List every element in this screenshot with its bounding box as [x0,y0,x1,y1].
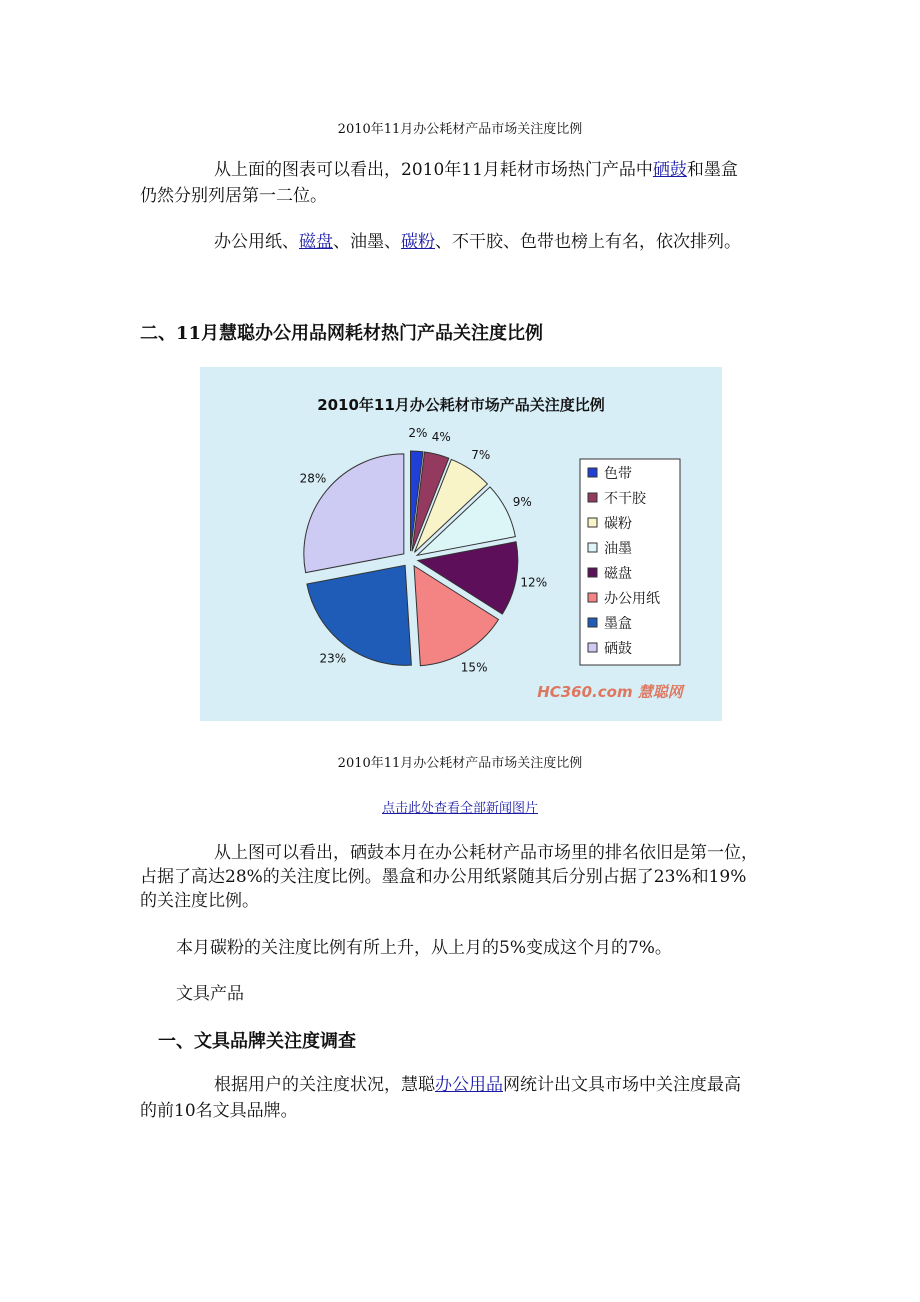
legend-label-8: 硒鼓 [604,641,632,657]
text: 和墨盒 [686,160,738,180]
legend-swatch-7 [588,618,597,627]
chart-legend [580,459,680,665]
legend-swatch-4 [588,543,597,552]
link-office-supplies[interactable]: 办公用品 [435,1075,503,1095]
legend-label-1: 色带 [604,466,632,482]
link-toner[interactable]: 碳粉 [401,232,435,252]
text: 从上面的图表可以看出，2010年11月耗材市场热门产品中 [214,160,653,180]
chart-title: 2010年11月办公耗材市场产品关注度比例 [317,396,605,414]
legend-swatch-5 [588,568,597,577]
paragraph-3-line-1: 从上图可以看出，硒鼓本月在办公耗材产品市场里的排名依旧是第一位， [214,843,758,863]
paragraph-6-line-1 [214,1072,741,1098]
paragraph-3-line-2: 占据了高达28%的关注度比例。墨盒和办公用纸紧随其后分别占据了23%和19% [140,867,747,887]
paragraph-2 [214,229,741,255]
legend-swatch-3 [588,518,597,527]
news-images-link[interactable]: 点击此处查看全部新闻图片 [381,801,538,816]
paragraph-5: 文具产品 [176,984,244,1004]
pie-label-5: 12% [520,575,548,590]
legend-swatch-8 [588,643,597,652]
link-disk[interactable]: 磁盘 [299,232,333,252]
legend-swatch-2 [588,493,597,502]
pie-label-1: 2% [408,426,428,441]
caption-chart: 2010年11月办公耗材产品市场关注度比例 [337,756,583,771]
text: 、油墨、 [333,232,401,252]
pie-label-2: 4% [431,429,451,444]
paragraph-3-line-3: 的关注度比例。 [140,891,259,911]
hc360-logo: HC360.com 慧聪网 [537,683,683,701]
pie-label-7: 23% [319,651,347,666]
legend-label-6: 办公用纸 [604,591,660,607]
pie-label-4: 9% [512,494,532,509]
text: 网统计出文具市场中关注度最高 [503,1075,741,1095]
paragraph-1-line-1 [214,157,738,183]
pie-chart [200,367,722,721]
pie-label-6: 15% [460,660,488,675]
link-toner-drum[interactable]: 硒鼓 [652,160,687,180]
pie-label-8: 28% [299,471,327,486]
legend-swatch-1 [588,468,597,477]
legend-label-3: 碳粉 [604,516,632,532]
paragraph-4: 本月碳粉的关注度比例有所上升，从上月的5%变成这个月的7%。 [176,938,672,958]
legend-label-2: 不干胶 [604,491,646,507]
legend-swatch-6 [588,593,597,602]
paragraph-1-line-2: 仍然分别列居第一二位。 [140,186,327,206]
pie-label-3: 7% [471,447,491,462]
paragraph-6-line-2: 的前10名文具品牌。 [140,1101,298,1121]
text: 、不干胶、色带也榜上有名，依次排列。 [435,232,741,252]
text: 办公用纸、 [214,232,299,252]
section-2-heading: 二、11月慧聪办公用品网耗材热门产品关注度比例 [140,323,544,344]
legend-label-5: 磁盘 [604,566,632,582]
pie-chart-svg [200,367,722,721]
caption-top: 2010年11月办公耗材产品市场关注度比例 [337,122,583,137]
text: 根据用户的关注度状况，慧聪 [214,1075,435,1095]
section-1-heading: 一、文具品牌关注度调查 [158,1031,356,1052]
legend-label-4: 油墨 [604,541,632,557]
legend-label-7: 墨盒 [604,616,632,632]
